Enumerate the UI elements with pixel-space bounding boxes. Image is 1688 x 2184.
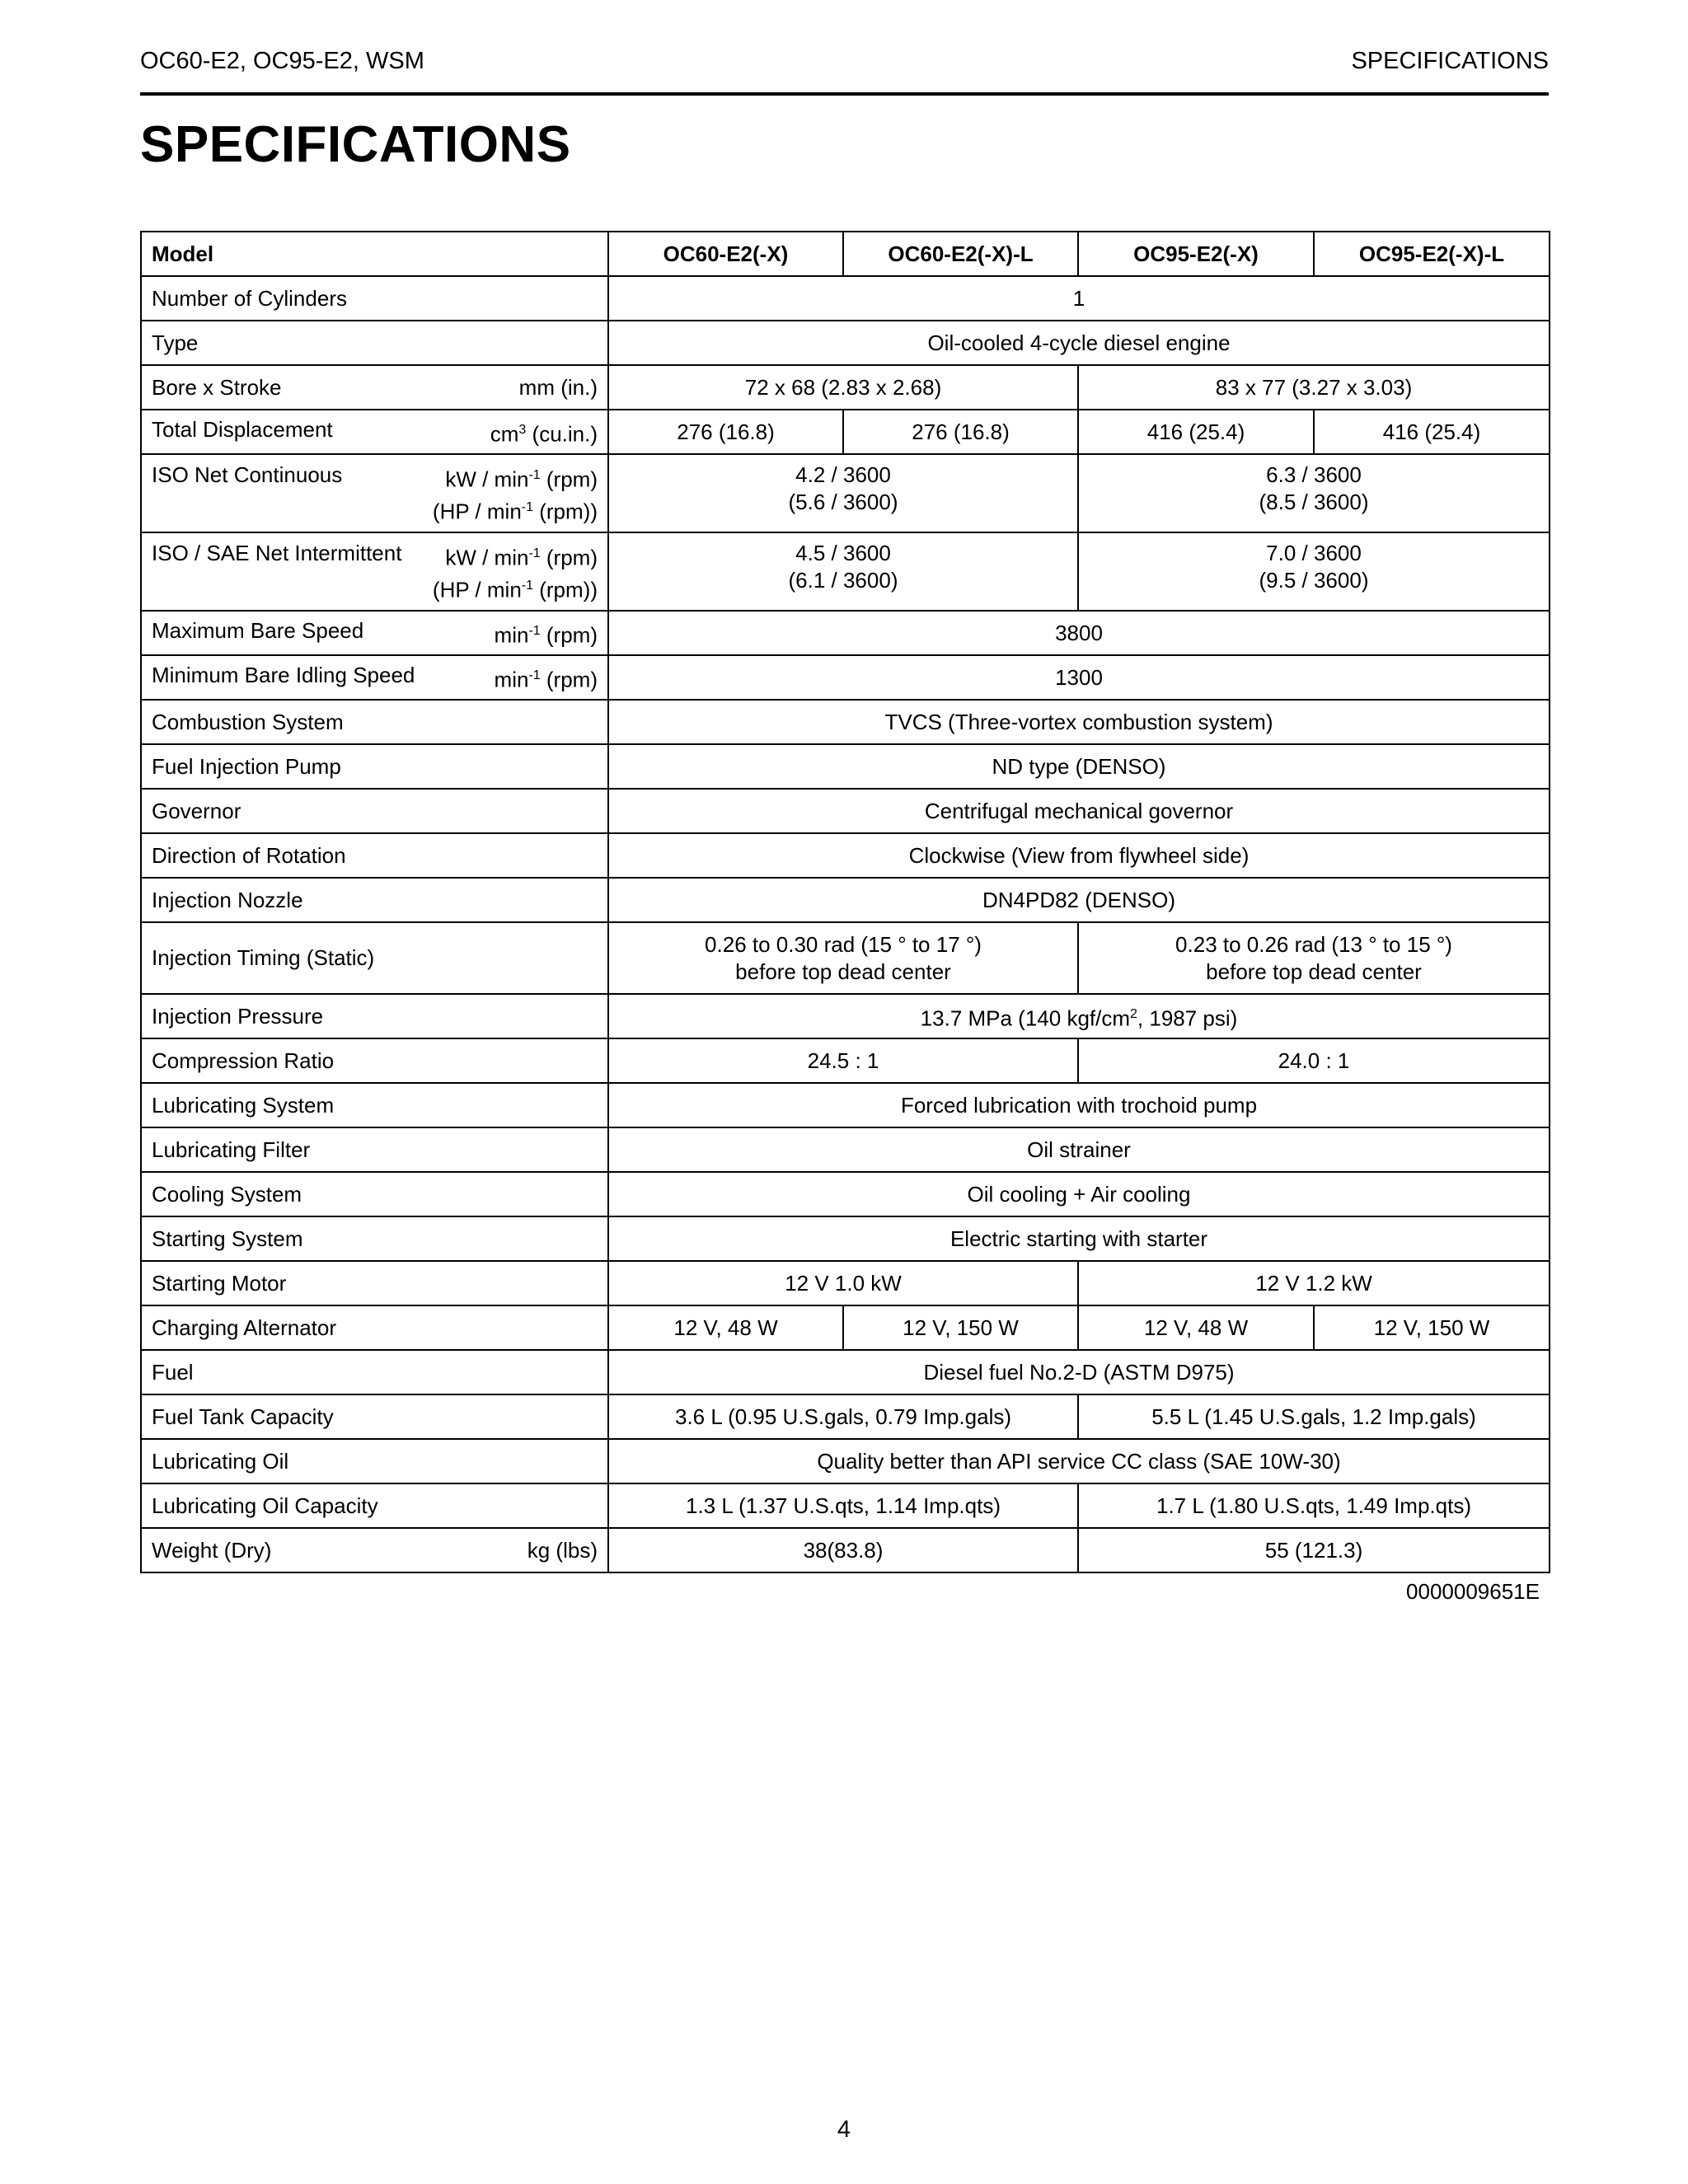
specifications-table xyxy=(140,231,1550,1573)
row-unit: kg (lbs) xyxy=(527,1537,598,1563)
bore-oc60-value: 72 x 68 (2.83 x 2.68) xyxy=(608,365,1078,410)
oil-value: Quality better than API service CC class (SAE 10W-30) xyxy=(608,1439,1550,1483)
row-label: Direction of Rotation xyxy=(141,833,608,878)
model-header: Model xyxy=(141,232,608,276)
row-label: Injection Nozzle xyxy=(141,878,608,922)
displacement-value: 416 (25.4) xyxy=(1314,410,1550,454)
row-label: Maximum Bare Speed xyxy=(152,617,364,643)
table-row xyxy=(141,532,1550,611)
model-header-oc60-x-l: OC60-E2(-X)-L xyxy=(843,232,1078,276)
table-row xyxy=(141,611,1550,655)
row-label: Weight (Dry) xyxy=(152,1537,272,1563)
document-id: 0000009651E xyxy=(1406,1579,1540,1604)
table-row xyxy=(141,922,1550,994)
weight-oc60-value: 38(83.8) xyxy=(608,1528,1078,1572)
table-row xyxy=(141,1216,1550,1261)
table-row xyxy=(141,655,1550,700)
weight-oc95-value: 55 (121.3) xyxy=(1078,1528,1550,1572)
model-header-oc95-x-l: OC95-E2(-X)-L xyxy=(1314,232,1550,276)
starting-system-value: Electric starting with starter xyxy=(608,1216,1550,1261)
row-label: Fuel Injection Pump xyxy=(141,744,608,789)
cooling-value: Oil cooling + Air cooling xyxy=(608,1172,1550,1216)
cylinders-value: 1 xyxy=(608,276,1550,321)
page-number: 4 xyxy=(837,2116,851,2143)
row-unit: $cm^3$ (cu.in.) xyxy=(490,421,598,447)
nozzle-value: DN4PD82 (DENSO) xyxy=(608,878,1550,922)
row-label: Injection Pressure xyxy=(141,994,608,1038)
table-row xyxy=(141,276,1550,321)
starting-motor-oc95-value: 12 V 1.2 kW xyxy=(1078,1261,1550,1305)
compression-oc95-value: 24.0 : 1 xyxy=(1078,1038,1550,1083)
bore-oc95-value: 83 x 77 (3.27 x 3.03) xyxy=(1078,365,1550,410)
fuel-value: Diesel fuel No.2-D (ASTM D975) xyxy=(608,1350,1550,1394)
oil-capacity-oc60-value: 1.3 L (1.37 U.S.qts, 1.14 Imp.qts) xyxy=(608,1483,1078,1528)
oil-capacity-oc95-value: 1.7 L (1.80 U.S.qts, 1.49 Imp.qts) xyxy=(1078,1483,1550,1528)
model-header-oc60-x: OC60-E2(-X) xyxy=(608,232,843,276)
table-row xyxy=(141,1350,1550,1394)
iso-continuous-oc60-value: 4.2 / 3600 (5.6 / 3600) xyxy=(608,454,1078,532)
header-rule xyxy=(140,92,1549,96)
pressure-value: 13.7 MPa (140 kgf/$cm^2$, 1987 psi) xyxy=(608,994,1550,1038)
table-row xyxy=(141,410,1550,454)
table-row xyxy=(141,994,1550,1038)
iso-intermittent-oc95-value: 7.0 / 3600 (9.5 / 3600) xyxy=(1078,532,1550,611)
table-row xyxy=(141,1394,1550,1439)
row-unit: $\min^{-1} (rpm)$ xyxy=(494,667,598,692)
tank-oc60-value: 3.6 L (0.95 U.S.gals, 0.79 Imp.gals) xyxy=(608,1394,1078,1439)
table-row xyxy=(141,1127,1550,1172)
displacement-value: 416 (25.4) xyxy=(1078,410,1314,454)
row-label: ISO Net Continuous xyxy=(152,462,343,487)
row-unit: kW / $\min^{-1} (rpm)$ $(HP / \min^{-1} (rpm))$ xyxy=(432,466,598,524)
min-speed-value: 1300 xyxy=(608,655,1550,700)
row-label: Fuel Tank Capacity xyxy=(141,1394,608,1439)
row-label: ISO / SAE Net Intermittent xyxy=(152,541,402,565)
row-label: Combustion System xyxy=(141,700,608,744)
displacement-value: 276 (16.8) xyxy=(608,410,843,454)
row-unit: kW / $\min^{-1} (rpm)$ $(HP / \min^{-1} (rpm))$ xyxy=(432,545,598,602)
model-header-oc95-x: OC95-E2(-X) xyxy=(1078,232,1314,276)
max-speed-value: 3800 xyxy=(608,611,1550,655)
timing-oc60-value: 0.26 to 0.30 rad (15 ° to 17 °) before top dead center xyxy=(608,922,1078,994)
header-doc-title: OC60-E2, OC95-E2, WSM xyxy=(140,48,424,74)
alternator-value: 12 V, 150 W xyxy=(1314,1305,1550,1350)
row-label: Starting Motor xyxy=(141,1261,608,1305)
table-row xyxy=(141,454,1550,532)
timing-oc95-value: 0.23 to 0.26 rad (13 ° to 15 °) before top dead center xyxy=(1078,922,1550,994)
row-label: Bore x Stroke xyxy=(152,374,282,400)
table-row xyxy=(141,1172,1550,1216)
row-label: Minimum Bare Idling Speed xyxy=(152,662,415,687)
row-label: Total Displacement xyxy=(152,416,333,442)
rotation-value: Clockwise (View from flywheel side) xyxy=(608,833,1550,878)
row-label: Compression Ratio xyxy=(141,1038,608,1083)
row-label: Lubricating Oil xyxy=(141,1439,608,1483)
table-row xyxy=(141,1261,1550,1305)
table-header-row xyxy=(141,232,1550,276)
row-unit: mm (in.) xyxy=(518,374,598,400)
alternator-value: 12 V, 48 W xyxy=(608,1305,843,1350)
row-label: Governor xyxy=(141,789,608,833)
page-title: SPECIFICATIONS xyxy=(140,116,571,173)
table-row xyxy=(141,1483,1550,1528)
displacement-value: 276 (16.8) xyxy=(843,410,1078,454)
table-row xyxy=(141,321,1550,365)
compression-oc60-value: 24.5 : 1 xyxy=(608,1038,1078,1083)
starting-motor-oc60-value: 12 V 1.0 kW xyxy=(608,1261,1078,1305)
table-row xyxy=(141,1528,1550,1572)
row-label: Lubricating Filter xyxy=(141,1127,608,1172)
table-row xyxy=(141,789,1550,833)
tank-oc95-value: 5.5 L (1.45 U.S.gals, 1.2 Imp.gals) xyxy=(1078,1394,1550,1439)
table-row xyxy=(141,1083,1550,1127)
row-label: Injection Timing (Static) xyxy=(141,922,608,994)
row-unit: $\min^{-1} (rpm)$ xyxy=(494,622,598,648)
row-label: Starting System xyxy=(141,1216,608,1261)
table-row xyxy=(141,744,1550,789)
iso-continuous-oc95-value: 6.3 / 3600 (8.5 / 3600) xyxy=(1078,454,1550,532)
table-row xyxy=(141,365,1550,410)
row-label: Number of Cylinders xyxy=(141,276,608,321)
alternator-value: 12 V, 150 W xyxy=(843,1305,1078,1350)
table-row xyxy=(141,878,1550,922)
table-row xyxy=(141,1305,1550,1350)
row-label: Fuel xyxy=(141,1350,608,1394)
table-row xyxy=(141,1038,1550,1083)
row-label: Charging Alternator xyxy=(141,1305,608,1350)
governor-value: Centrifugal mechanical governor xyxy=(608,789,1550,833)
lube-system-value: Forced lubrication with trochoid pump xyxy=(608,1083,1550,1127)
combustion-value: TVCS (Three-vortex combustion system) xyxy=(608,700,1550,744)
row-label: Lubricating System xyxy=(141,1083,608,1127)
row-label: Cooling System xyxy=(141,1172,608,1216)
lube-filter-value: Oil strainer xyxy=(608,1127,1550,1172)
pump-value: ND type (DENSO) xyxy=(608,744,1550,789)
row-label: Lubricating Oil Capacity xyxy=(141,1483,608,1528)
table-row xyxy=(141,1439,1550,1483)
iso-intermittent-oc60-value: 4.5 / 3600 (6.1 / 3600) xyxy=(608,532,1078,611)
header-section-title: SPECIFICATIONS xyxy=(1351,48,1549,74)
type-value: Oil-cooled 4-cycle diesel engine xyxy=(608,321,1550,365)
alternator-value: 12 V, 48 W xyxy=(1078,1305,1314,1350)
row-label: Type xyxy=(141,321,608,365)
table-row xyxy=(141,833,1550,878)
table-row xyxy=(141,700,1550,744)
